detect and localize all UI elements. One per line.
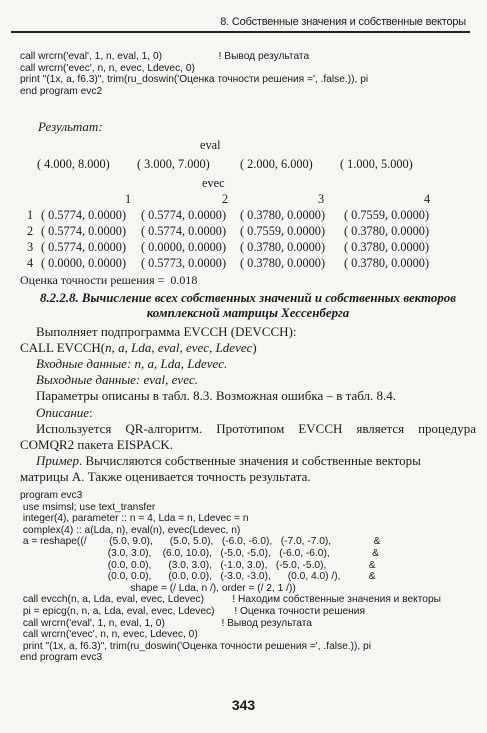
call-signature xyxy=(20,340,257,356)
section-heading-line xyxy=(22,291,474,306)
code-line: call wrcrn('eval', 1, n, eval, 1, 0) ! Вывод результата xyxy=(20,617,312,629)
evec-col-header: 4 xyxy=(424,192,431,206)
section-heading-line: комплексной матрицы Хессенберга xyxy=(146,306,350,320)
call-prefix: CALL EVCCH( xyxy=(20,340,106,355)
description-line: COMQR2 пакета EISPACK. xyxy=(20,437,174,452)
evec-cell: ( 0.3780, 0.0000) xyxy=(344,256,430,270)
call-args: n, a, Lda, eval, evec, Ldevec xyxy=(105,340,253,355)
evec-row-index: 1 xyxy=(27,208,34,222)
inputs-value: : n, a, Lda, Ldevec. xyxy=(126,356,228,371)
evec-row-index: 2 xyxy=(27,224,34,238)
evec-cell: ( 0.5774, 0.0000) xyxy=(41,224,127,238)
page-number: 343 xyxy=(231,697,256,713)
evec-cell: ( 0.5774, 0.0000) xyxy=(141,208,227,222)
evec-cell: ( 0.5774, 0.0000) xyxy=(41,240,127,254)
example-label: Пример xyxy=(36,453,79,468)
code-line: end program evc3 xyxy=(20,652,103,664)
code-block-evc3 xyxy=(20,490,441,664)
description-line: Используется QR-алгоритм. Прототипом EVCCH является процедура xyxy=(36,421,476,436)
evec-cell: ( 0.3780, 0.0000) xyxy=(344,224,430,238)
code-line: call wrcrn('evec', n, n, evec, Ldevec, 0) xyxy=(20,629,198,641)
code-line: (3.0, 3.0), (6.0, 10.0), (-5.0, -5.0), (-6.0, -6.0), & xyxy=(20,547,379,559)
evec-col-header: 2 xyxy=(222,192,229,206)
outputs-value: : eval, evec. xyxy=(135,372,198,387)
example-text: . Вычисляются собственные значения и собственные векторы xyxy=(78,453,421,468)
evec-title: evec xyxy=(202,176,225,190)
description-label-line xyxy=(36,405,93,421)
running-header xyxy=(0,0,487,34)
eval-title: eval xyxy=(200,138,221,152)
section-title: Вычисление всех собственных значений и собственных векторов xyxy=(81,291,456,305)
evec-col-header: 1 xyxy=(125,192,132,206)
eval-value: ( 2.000, 6.000) xyxy=(240,157,313,171)
code-line: shape = (/ Lda, n /), order = (/ 2, 1 /)) xyxy=(20,582,296,594)
code-line: print "(1x, a, f6.3)", trim(ru_doswin('Оценка точности решения =', .false.)), pi xyxy=(20,74,369,86)
result-label: Результат: xyxy=(38,119,103,134)
evec-cell: ( 0.5774, 0.0000) xyxy=(41,208,127,222)
code-line: end program evc2 xyxy=(20,85,103,97)
code-line: complex(4) :: a(Lda, n), eval(n), evec(Ldevec, n) xyxy=(20,524,241,536)
eval-value: ( 4.000, 8.000) xyxy=(37,157,110,171)
evec-row-index: 4 xyxy=(27,256,34,270)
code-line: call wrcrn('evec', n, n, evec, Ldevec, 0) xyxy=(20,62,195,74)
evec-row-index: 3 xyxy=(27,240,34,254)
subroutine-intro: Выполняет подпрограмма EVCCH (DEVCCH): xyxy=(36,324,297,339)
code-line: use msimsl; use text_transfer xyxy=(20,501,156,513)
description-label: Описание xyxy=(36,405,90,420)
evec-cell: ( 0.0000, 0.0000) xyxy=(41,256,127,270)
params-line: Параметры описаны в табл. 8.3. Возможная ошибка – в табл. 8.4. xyxy=(36,388,397,403)
outputs-line xyxy=(36,372,198,388)
example-line xyxy=(36,453,476,469)
evec-cell: ( 0.7559, 0.0000) xyxy=(344,208,430,222)
code-line: call wrcrn('eval', 1, n, eval, 1, 0) ! Вывод результата xyxy=(20,51,310,62)
evec-cell: ( 0.3780, 0.0000) xyxy=(240,256,326,270)
code-line: (0.0, 0.0), (0.0, 0.0), (-3.0, -3.0), (0.0, 4.0) /), & xyxy=(20,571,376,583)
code-line: program evc3 xyxy=(20,490,83,501)
eval-value: ( 1.000, 5.000) xyxy=(340,157,413,171)
evec-cell: ( 0.3780, 0.0000) xyxy=(240,208,326,222)
code-line: a = reshape((/ (5.0, 9.0), (5.0, 5.0), (-6.0, -6.0), (-7.0, -7.0), & xyxy=(20,536,381,548)
eval-value: ( 3.000, 7.000) xyxy=(137,157,210,171)
evec-cell: ( 0.0000, 0.0000) xyxy=(141,240,227,254)
code-line: call evcch(n, a, Lda, eval, evec, Ldevec) ! Находим собственные значения и векторы xyxy=(20,594,441,606)
code-line: integer(4), parameter :: n = 4, Lda = n, Ldevec = n xyxy=(20,513,249,525)
section-heading xyxy=(22,291,474,321)
code-block-evc2 xyxy=(20,51,368,97)
header-rule xyxy=(11,31,470,33)
code-line: pi = epicg(n, n, a, Lda, eval, evec, Ldevec) ! Оценка точности решения xyxy=(20,605,365,617)
section-number: 8.2.2.8. xyxy=(40,291,79,305)
description-colon: : xyxy=(89,405,93,420)
inputs-line xyxy=(36,356,227,372)
evec-cell: ( 0.3780, 0.0000) xyxy=(344,240,430,254)
chapter-title: 8. Собственные значения и собственные векторы xyxy=(220,16,466,28)
example-line: матрицы A. Также оценивается точность результата. xyxy=(20,469,311,484)
accuracy-line: Оценка точности решения = 0.018 xyxy=(20,273,198,287)
code-line: (0.0, 0.0), (3.0, 3.0), (-1.0, 3.0), (-5.0, -5.0), & xyxy=(20,559,376,571)
call-suffix: ) xyxy=(252,340,257,355)
evec-cell: ( 0.5774, 0.0000) xyxy=(141,224,227,238)
evec-cell: ( 0.3780, 0.0000) xyxy=(240,240,326,254)
evec-cell: ( 0.7559, 0.0000) xyxy=(240,224,326,238)
outputs-label: Выходные данные xyxy=(36,372,136,387)
evec-cell: ( 0.5773, 0.0000) xyxy=(141,256,227,270)
code-line: print "(1x, a, f6.3)", trim(ru_doswin('Оценка точности решения =', .false.)), pi xyxy=(20,640,371,652)
inputs-label: Входные данные xyxy=(36,356,127,371)
evec-col-header: 3 xyxy=(318,192,325,206)
